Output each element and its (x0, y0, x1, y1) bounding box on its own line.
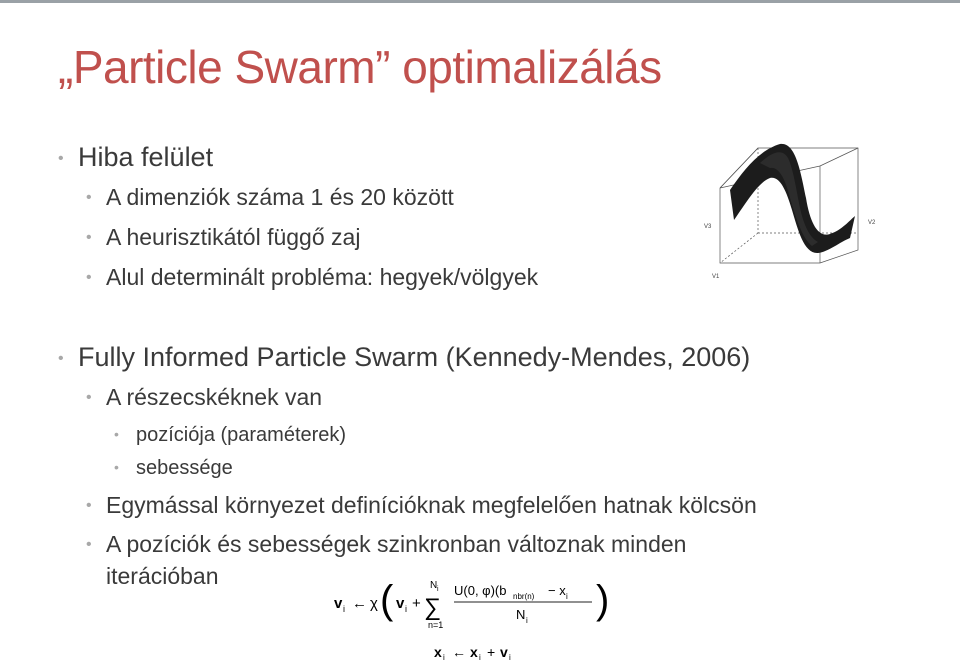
error-surface-3d-plot (700, 138, 880, 288)
svg-text:N: N (516, 607, 526, 622)
bullet-dot: • (114, 459, 119, 475)
bullet-dot: • (58, 150, 64, 167)
svg-text:i: i (479, 653, 481, 661)
svg-text:i: i (443, 653, 445, 661)
bullet-text: Alul determinált probléma: hegyek/völgyek (106, 264, 539, 290)
svg-text:i: i (437, 586, 439, 593)
bullet-egymassal (86, 492, 757, 519)
svg-text:+: + (412, 595, 421, 612)
bullet-poziciok-continued (106, 563, 219, 590)
bullet-text: A részecskéknek van (106, 384, 323, 410)
bullet-dot: • (86, 497, 92, 514)
svg-text:v: v (396, 595, 405, 612)
svg-text:U(0, φ)(b: U(0, φ)(b (454, 583, 507, 598)
svg-text:+: + (487, 644, 496, 660)
bullet-text: pozíciója (paraméterek) (136, 424, 347, 446)
bullet-dot: • (114, 426, 119, 442)
svg-text:v: v (500, 644, 508, 660)
bullet-text: A dimenziók száma 1 és 20 között (106, 184, 454, 210)
sum-sign: ∑ (424, 594, 442, 621)
bullet-text: A pozíciók és sebességek szinkronban változnak minden (106, 531, 687, 557)
svg-text:i: i (566, 592, 568, 601)
svg-text:− x: − x (548, 583, 566, 598)
bullet-text: iterációban (106, 563, 219, 589)
bullet-text: sebessége (136, 457, 233, 479)
bullet-text: A heurisztikától függő zaj (106, 224, 361, 250)
svg-text:χ: χ (370, 595, 378, 612)
svg-text:x: x (470, 644, 478, 660)
axis-label-y: V2 (868, 220, 876, 226)
bullet-text: Fully Informed Particle Swarm (Kennedy-Mendes, 2006) (78, 342, 751, 372)
svg-text:←: ← (452, 644, 466, 660)
axis-label-z: V3 (704, 224, 712, 230)
bullet-alul-determinalt (86, 264, 538, 291)
svg-text:i: i (343, 604, 345, 614)
right-paren: ) (596, 578, 610, 622)
svg-text:v: v (334, 595, 343, 612)
svg-text:i: i (509, 653, 511, 661)
svg-text:i: i (526, 616, 528, 625)
left-paren: ( (380, 578, 394, 622)
bullet-dot: • (86, 536, 92, 553)
top-border (0, 0, 960, 3)
bullet-zaj (86, 224, 360, 251)
svg-text:x: x (434, 644, 442, 660)
update-formula (330, 575, 630, 661)
bullet-reszecskek (86, 384, 322, 411)
velocity-update-equation (334, 578, 609, 630)
bullet-poziciok (86, 531, 686, 558)
bullet-dot: • (86, 229, 92, 246)
bullet-text: Egymással környezet definícióknak megfelelően hatnak kölcsön (106, 492, 757, 518)
svg-text:nbr(n): nbr(n) (513, 592, 535, 601)
slide-title: „Particle Swarm” optimalizálás (58, 41, 662, 93)
bullet-dimenziok (86, 184, 454, 211)
bullet-dot: • (86, 189, 92, 206)
bullet-pozicioja (114, 424, 346, 447)
bullet-sebessege (114, 457, 233, 480)
svg-text:←: ← (352, 595, 367, 612)
svg-text:i: i (405, 604, 407, 614)
svg-text:N: N (430, 580, 438, 591)
bullet-dot: • (86, 269, 92, 286)
position-update-equation (434, 644, 511, 661)
bullet-dot: • (86, 389, 92, 406)
bullet-dot: • (58, 350, 64, 367)
bullet-hiba-felulet (58, 142, 213, 173)
svg-text:n=1: n=1 (428, 620, 444, 630)
bullet-fully-informed (58, 342, 750, 373)
bullet-text: Hiba felület (78, 142, 214, 172)
axis-label-x: V1 (712, 274, 720, 280)
